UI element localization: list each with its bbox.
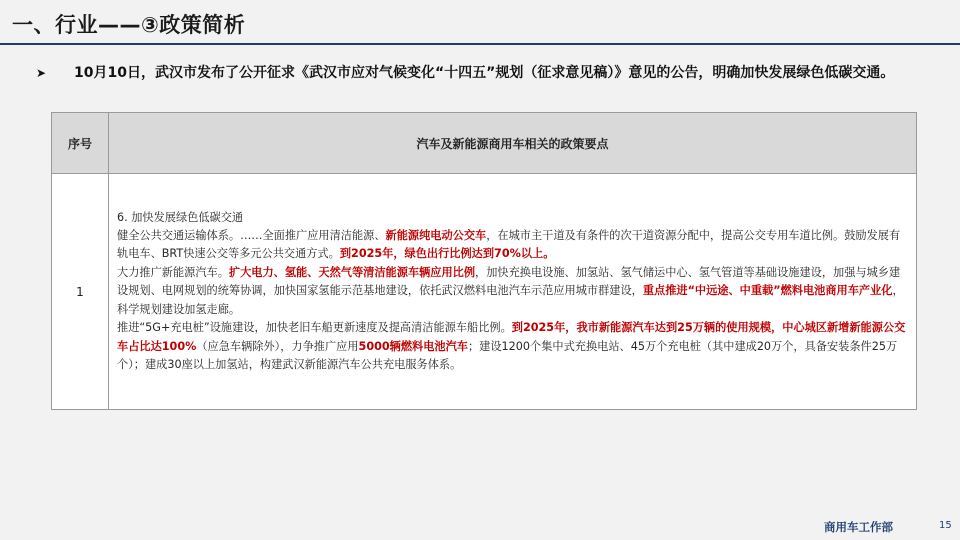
- column-header-number: 序号: [52, 113, 109, 174]
- column-header-policy: 汽车及新能源商用车相关的政策要点: [109, 113, 917, 174]
- policy-heading: 6. 加快发展绿色低碳交通: [117, 210, 244, 224]
- highlight-text: 扩大电力、氢能、天然气等清洁能源车辆应用比例: [228, 265, 476, 279]
- text-run: ，科学规划建设加氢走廊。: [117, 284, 904, 316]
- policy-paragraph-charging: [117, 319, 906, 374]
- text-run: ；建设1200个集中式充换电站、45万个充电桩（其中建成20万个，具备安装条件25万个）；建成30座以上加氢站，构建武汉新能源汽车公共充电服务体系。: [117, 339, 898, 371]
- highlight-text: 到2025年，我市新能源汽车达到25万辆的使用规模，中心城区新增新能源公交车占比达100%: [117, 321, 906, 353]
- text-run: 推进“5G+充电桩”设施建设，加快老旧车船更新速度及提高清洁能源车船比例。: [117, 321, 512, 335]
- text-run: ，加快充换电设施、加氢站、氢气储运中心、氢气管道等基础设施建设，加强与城乡建设规划、电网规划的统筹协调，加快国家氢能示范基地建设，依托武汉燃料电池汽车示范应用城市群建设，: [117, 265, 901, 298]
- page-title: 一、行业——③政策简析: [12, 13, 246, 37]
- table-row: [52, 174, 917, 410]
- intro-bullet-text: 10月10日，武汉市发布了公开征求《武汉市应对气候变化“十四五”规划（征求意见稿）》意见的公告，明确加快发展绿色低碳交通。: [74, 65, 895, 81]
- title-divider: [0, 43, 960, 45]
- highlight-text: 5000辆燃料电池汽车: [358, 339, 468, 353]
- intro-bullet: [36, 62, 926, 85]
- policy-paragraph-transit: [117, 227, 906, 264]
- text-run: 健全公共交通运输体系。……全面推广应用清洁能源、: [117, 229, 386, 243]
- table-header-row: [52, 113, 917, 174]
- page-number: 15: [939, 520, 952, 531]
- arrow-bullet-icon: ➤: [36, 66, 47, 80]
- row-number: 1: [52, 174, 109, 410]
- policy-paragraph-nev: [117, 264, 906, 319]
- policy-table: [51, 112, 917, 410]
- title-bar: [0, 0, 960, 44]
- footer-department: 商用车工作部: [824, 520, 893, 534]
- highlight-text: 到2025年，绿色出行比例达到70%以上。: [339, 247, 555, 261]
- highlight-text: 重点推进“中远途、中重载”燃料电池商用车产业化: [642, 284, 893, 298]
- text-run: 大力推广新能源汽车。: [117, 265, 229, 279]
- text-run: （应急车辆除外），力争推广应用: [196, 339, 359, 353]
- text-run: ，在城市主干道及有条件的次干道资源分配中，提高公交专用车道比例。鼓励发展有轨电车、BRT快速公交等多元公共交通方式。: [117, 229, 901, 261]
- highlight-text: 新能源纯电动公交车: [385, 229, 487, 243]
- policy-content-cell: [109, 174, 917, 410]
